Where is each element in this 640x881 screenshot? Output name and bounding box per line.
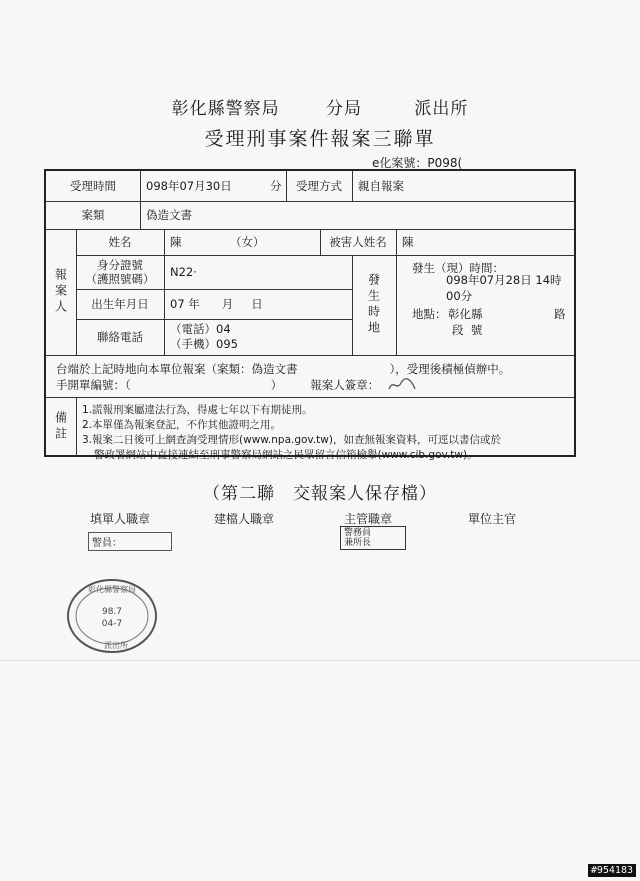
- id-label-line2: （護照號碼）: [85, 272, 155, 286]
- officer-stamp-text: 警員: [92, 538, 112, 549]
- gender-value: （女）: [230, 235, 265, 249]
- accept-method-label: 受理方式: [296, 179, 342, 193]
- reporter-sign-label: 報案人簽章：: [310, 378, 380, 392]
- file-number-line: [56, 377, 576, 393]
- remark-1: 1.謊報刑案屬違法行為，得處七年以下有期徒刑。: [82, 404, 313, 416]
- phone-mobile: （手機）095: [170, 337, 238, 351]
- copy-label: （第二聯 交報案人保存檔）: [203, 484, 437, 504]
- seal-date-1: 98.7: [101, 607, 123, 617]
- supervisor-stamp: [340, 526, 406, 550]
- reporter-label: 報案人: [53, 268, 68, 316]
- supervisor-signature-label: 主管職章: [344, 512, 393, 526]
- document-title: 受理刑事案件報案三聯單: [204, 128, 436, 150]
- branch-name: 分局: [326, 99, 362, 119]
- file-number-close: ）: [270, 378, 283, 392]
- officer-stamp: 警員：: [88, 532, 172, 551]
- remark-3b: 警政署網站中直接連結至刑事警察局網站之民眾留言信箱檢舉(www.cib.gov.tw)。: [94, 449, 478, 461]
- birth-day-unit: 日: [251, 297, 263, 311]
- unit-head-label: 單位主官: [468, 512, 517, 526]
- watermark-id: #954183: [588, 864, 636, 877]
- occur-time-label: 發生（現）時間：: [412, 261, 504, 275]
- phone-label: 聯絡電話: [97, 330, 143, 344]
- accept-method-value: 親自報案: [358, 179, 404, 193]
- birth-value: [170, 289, 350, 319]
- accept-time-value: 098年07月30日: [146, 179, 232, 193]
- fold-line: [0, 660, 640, 661]
- supervisor-stamp-line2: 兼所長: [344, 538, 372, 548]
- statement-part1: 台端於上記時地向本單位報案（案類：偽造文書: [56, 362, 298, 376]
- id-label-line1: 身分證號: [97, 258, 143, 272]
- seal-date-2: 04-7: [101, 619, 123, 629]
- document-org-line: [0, 94, 640, 119]
- report-form: [44, 169, 576, 461]
- case-type-value: 偽造文書: [146, 208, 192, 222]
- org-name: 彰化縣警察局: [171, 99, 280, 119]
- case-number-value: P098(: [427, 156, 463, 170]
- statement-part2: ），受理後積極偵辦中。: [389, 362, 511, 376]
- place-section-no: [452, 321, 532, 339]
- seal-top-text: 彰化縣警察局: [88, 585, 136, 594]
- place-number: 號: [470, 323, 483, 337]
- seal-bottom-text: 派出所: [104, 641, 128, 650]
- birth-year: 07: [170, 297, 185, 311]
- place-county: 彰化縣: [448, 307, 483, 321]
- birth-year-unit: 年: [188, 297, 200, 311]
- remarks-label: 備註: [53, 411, 68, 443]
- supervisor-stamp-line1: 警務員: [344, 528, 372, 538]
- remark-2: 2.本單僅為報案登記，不作其他證明之用。: [82, 419, 282, 431]
- phone-tel: （電話）04: [170, 322, 231, 336]
- filler-signature-label: 填單人職章: [90, 512, 151, 526]
- reporter-signature: [385, 377, 425, 393]
- place-label: 地點：: [412, 307, 447, 321]
- birth-month-unit: 月: [221, 297, 234, 311]
- place-road: 路: [554, 307, 566, 321]
- birth-label: 出生年月日: [91, 297, 149, 311]
- police-seal: [64, 576, 160, 656]
- statement-line: [56, 361, 576, 377]
- accept-time-minute: 分: [270, 179, 282, 193]
- remark-3a: 3.報案二日後可上網查詢受理情形(www.npa.gov.tw)，如查無報案資料，可逕以書信或於: [82, 434, 501, 446]
- builder-signature-label: 建檔人職章: [214, 512, 275, 526]
- victim-name-label: 被害人姓名: [329, 235, 387, 249]
- phone-values: [170, 319, 350, 355]
- occur-time-value: 098年07月28日 14時00分: [446, 273, 562, 303]
- remarks-list: [82, 403, 576, 461]
- case-number-label: e化案號：: [372, 156, 428, 170]
- id-value: N22·: [170, 265, 197, 279]
- file-number-label: 手開單編號：（: [56, 378, 131, 392]
- case-type-label: 案類: [81, 208, 105, 222]
- name-label: 姓名: [108, 235, 132, 249]
- place-section: 段: [452, 323, 464, 337]
- occur-label: 發生時地: [366, 273, 381, 337]
- name-value: 陳: [170, 235, 182, 249]
- id-label: [76, 255, 164, 289]
- victim-name-value: 陳: [402, 235, 414, 249]
- accept-time-label: 受理時間: [70, 179, 116, 193]
- station-name: 派出所: [414, 99, 469, 119]
